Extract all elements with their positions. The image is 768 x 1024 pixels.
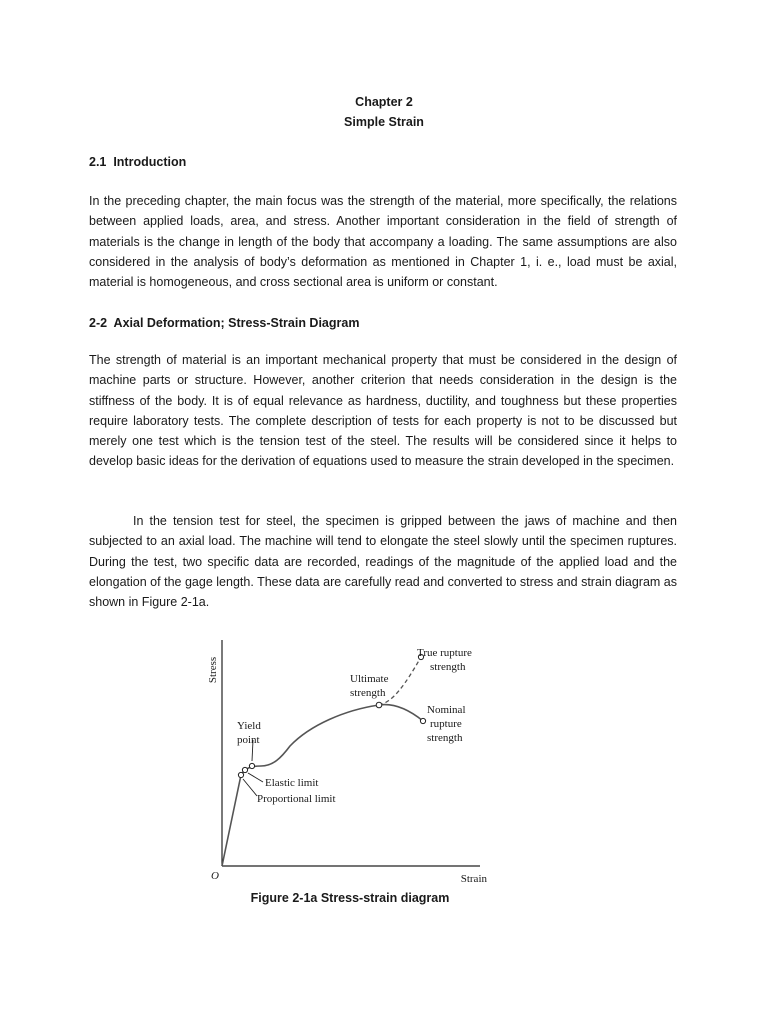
paragraph-tension-test: In the tension test for steel, the specimen is gripped between the jaws of machine and then subjected to an axial load. The machine will tend to elongate the steel slowly until the specimen ruptures. During the test, two specific data are recorded, readings of the magnitude of the applied load and the elongation of the gage length. These data are carefully read and converted to stress and strain diagram as shown in Figure 2-1a. [89, 514, 677, 610]
ultimate-label-1: Ultimate [350, 673, 389, 685]
section-heading-introduction: 2.1 Introduction [89, 155, 187, 169]
ultimate-label-2: strength [350, 687, 386, 699]
nominal-label-3: strength [427, 732, 463, 744]
paragraph-introduction: In the preceding chapter, the main focus was the strength of the material, more specifically, the relations between applied loads, area, and stress. Another important consideration in the field of strength of materials is the change in length of the body that accompany a loading. The same assumptions are also considered in the analysis of body’s deformation as mentioned in Chapter 1, i. e., load must be axial, material is homogeneous, and cross sectional area is uniform or constant. [89, 194, 677, 290]
figure-caption: Figure 2-1a Stress-strain diagram [250, 891, 450, 905]
proportional-limit-label: Proportional limit [257, 793, 336, 805]
yield-point-marker [249, 763, 254, 768]
ultimate-strength-point [376, 702, 382, 708]
nominal-rupture-point [420, 718, 425, 723]
elastic-leader [248, 773, 263, 782]
elastic-limit-point [242, 767, 247, 772]
proportional-leader [243, 779, 257, 796]
stress-strain-diagram [195, 630, 505, 890]
yield-label-1: Yield [237, 720, 261, 732]
true-rupture-label-2: strength [430, 661, 466, 673]
chapter-title: Simple Strain [344, 115, 424, 129]
y-axis-label: Stress [207, 656, 219, 684]
stress-strain-figure [195, 630, 505, 890]
x-axis-label: Strain [460, 873, 487, 885]
true-rupture-label-1: True rupture [417, 647, 472, 659]
nominal-label-2: rupture [430, 718, 462, 730]
elastic-limit-label: Elastic limit [265, 777, 319, 789]
chapter-number: Chapter 2 [355, 95, 413, 109]
paragraph-strength: The strength of material is an important mechanical property that must be considered in the design of machine parts or structure. However, another criterion that needs consideration in the design is the stiffness of the body. It is of equal relevance as hardness, ductility, and toughness but these properties require laboratory tests. The complete description of tests for each property is not to be discussed but merely one test which is the tension test of the steel. The results will be considered since it helps to develop basic ideas for the derivation of equations used to measure the strain developed in the specimen. [89, 353, 677, 469]
yield-label-2: point [237, 734, 260, 746]
proportional-limit-point [238, 772, 243, 777]
origin-label: O [211, 870, 219, 882]
section-heading-axial-deformation: 2-2 Axial Deformation; Stress-Strain Diagram [89, 316, 360, 330]
nominal-label-1: Nominal [427, 704, 466, 716]
